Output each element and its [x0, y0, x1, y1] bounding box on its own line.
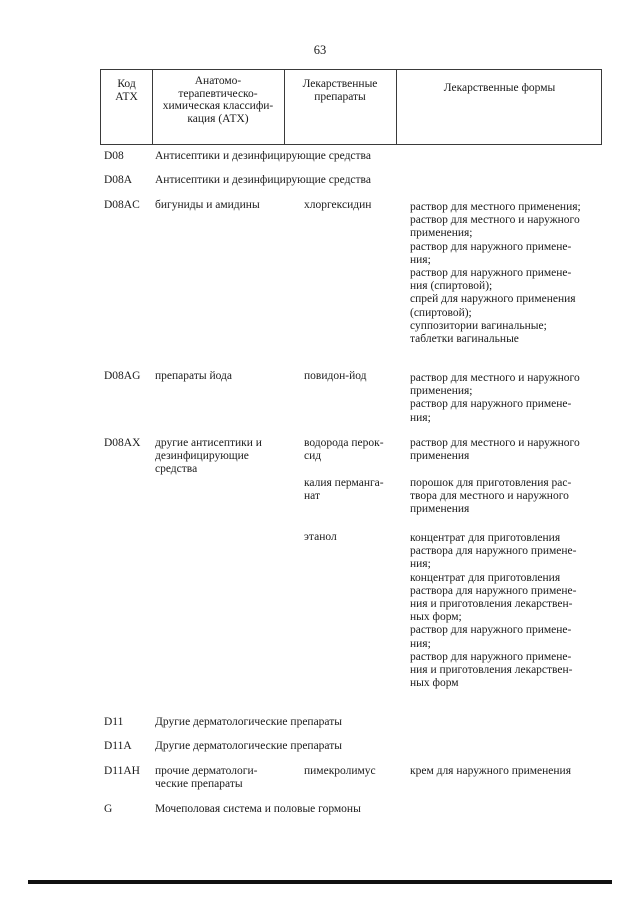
row-description: прочие дерматологи- ческие препараты	[155, 765, 258, 791]
row-drug: повидон-йод	[304, 370, 367, 382]
row-forms: раствор для местного применения; раствор для местного и наружного применения; раствор для наружного примене- ния; раствор для наружного примене- ния (спиртовой); спрей для наружного применения (спиртовой); суппозитории вагинальные; таблетки вагинальные	[410, 201, 581, 346]
row-description: Антисептики и дезинфицирующие средства	[155, 150, 371, 162]
row-code: D11AH	[104, 765, 140, 777]
row-description: Мочеполовая система и половые гормоны	[155, 803, 361, 815]
row-drug: водорода перок- сид	[304, 437, 384, 463]
row-description: Другие дерматологические препараты	[155, 716, 342, 728]
row-description: препараты йода	[155, 370, 232, 382]
row-forms: раствор для местного и наружного применения	[410, 437, 580, 463]
row-code: D08	[104, 150, 124, 162]
row-description: Антисептики и дезинфицирующие средства	[155, 174, 371, 186]
header-classification: Анатомо- терапевтическо- химическая классифи- кация (АТХ)	[162, 75, 274, 125]
row-description: другие антисептики и дезинфицирующие средства	[155, 437, 262, 476]
row-code: D11A	[104, 740, 132, 752]
row-drug: пимекролимус	[304, 765, 376, 777]
page-number: 63	[313, 43, 327, 57]
header-code: Код АТХ	[115, 78, 138, 103]
row-description: бигуниды и амидины	[155, 199, 260, 211]
row-drug: калия перманга- нат	[304, 477, 384, 503]
header-forms: Лекарственные формы	[443, 82, 556, 94]
row-description: Другие дерматологические препараты	[155, 740, 342, 752]
row-code: D11	[104, 716, 124, 728]
row-code: D08AG	[104, 370, 141, 382]
bottom-rule	[28, 880, 612, 884]
row-forms: порошок для приготовления рас- твора для местного и наружного применения	[410, 477, 572, 516]
row-code: G	[104, 803, 113, 815]
row-drug: хлоргексидин	[304, 199, 372, 211]
row-code: D08AC	[104, 199, 140, 211]
table-header	[100, 69, 602, 145]
row-forms: крем для наружного применения	[410, 765, 572, 777]
row-drug: этанол	[304, 531, 337, 543]
row-forms: раствор для местного и наружного применения; раствор для наружного примене- ния;	[410, 372, 580, 424]
header-drugs: Лекарственные препараты	[302, 78, 378, 103]
row-code: D08AX	[104, 437, 141, 449]
row-forms: концентрат для приготовления раствора для наружного примене- ния; концентрат для приготовления раствора для наружного примене- ния и приготовления лекарствен- ных форм; раствор для наружного примене- ния; раствор для наружного примене- ния и приготовления лекарствен- ных форм	[410, 532, 577, 690]
row-code: D08A	[104, 174, 133, 186]
